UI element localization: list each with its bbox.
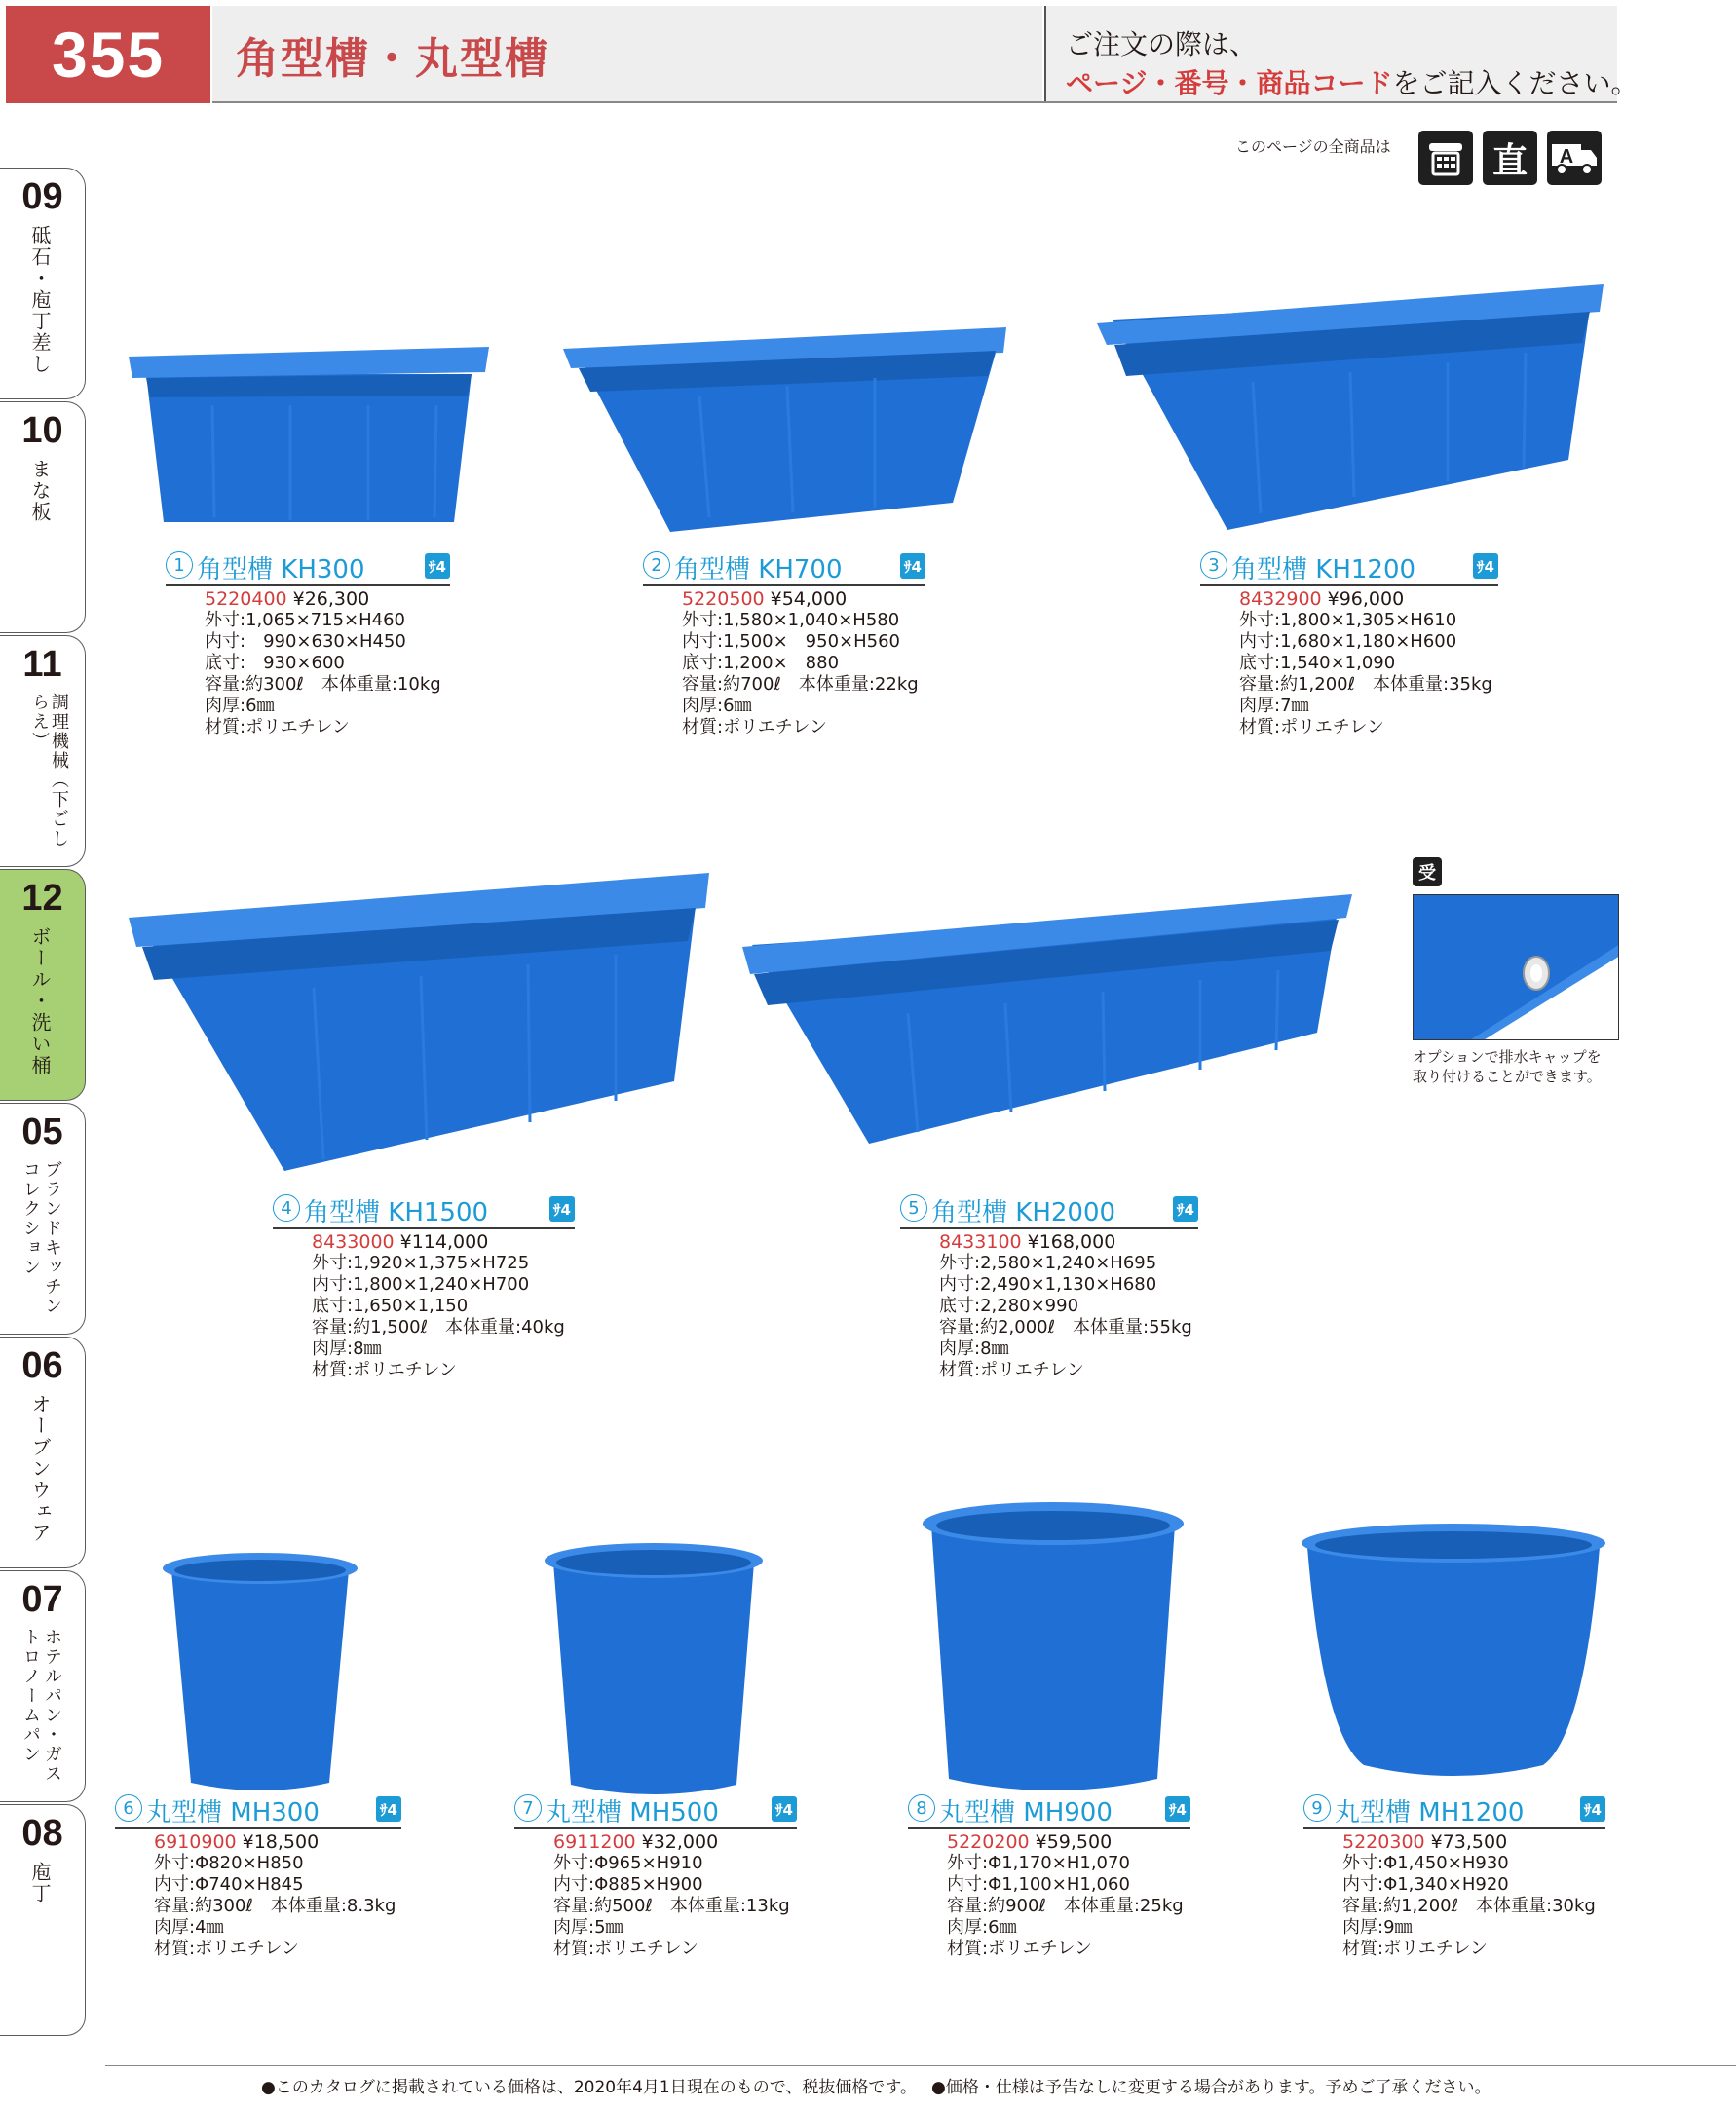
product-photo-mh1200 (1300, 1522, 1607, 1783)
product-number: 9 (1303, 1794, 1331, 1822)
product-number: 5 (900, 1194, 927, 1222)
order-notice-line1: ご注文の際は、 (1066, 28, 1258, 60)
spec-bottom: 底寸:1,200× 880 (682, 653, 840, 673)
spec-outer: 外寸:1,065×715×H460 (205, 610, 406, 630)
spec-capacity: 容量:約900ℓ 本体重量:25kg (947, 1896, 1184, 1916)
product-price: ¥32,000 (641, 1831, 719, 1853)
product-kh1200[interactable] (1200, 549, 1498, 735)
delivery-glyph: A (1559, 146, 1574, 168)
product-code: 5220200 (947, 1831, 1030, 1853)
option-caption-line1: オプションで排水キャップを (1413, 1048, 1602, 1066)
spec-thickness: 肉厚:6㎜ (682, 696, 752, 716)
spec-thickness: 肉厚:6㎜ (205, 696, 275, 716)
spec-inner: 内寸:Φ885×H900 (553, 1874, 703, 1895)
spec-inner: 内寸:1,800×1,240×H700 (312, 1274, 530, 1295)
order-notice-line2 (1066, 62, 1638, 101)
spec-capacity: 容量:約1,500ℓ 本体重量:40kg (312, 1317, 565, 1338)
side-tab-label: 調理機械（下ごしらえ） (29, 693, 69, 848)
order-notice-highlight: ページ・番号・商品コード (1066, 67, 1393, 99)
page-title: 角型槽・丸型槽 (236, 34, 549, 84)
spec-thickness: 肉厚:9㎜ (1342, 1917, 1413, 1938)
product-code: 5220400 (205, 588, 287, 610)
side-tab-number: 12 (21, 878, 63, 919)
spec-thickness: 肉厚:7㎜ (1239, 696, 1309, 716)
spec-outer: 外寸:Φ1,170×H1,070 (947, 1853, 1130, 1873)
spec-material: 材質:ポリエチレン (1342, 1939, 1488, 1959)
side-tab-number: 08 (21, 1813, 63, 1854)
product-code: 6910900 (154, 1831, 237, 1853)
delivery-icon (1547, 131, 1602, 185)
spec-inner: 内寸:1,680×1,180×H600 (1239, 631, 1457, 652)
product-price: ¥54,000 (770, 588, 848, 610)
spec-bottom: 底寸: 930×600 (205, 653, 345, 673)
product-name: 丸型槽 MH1200 (1335, 1798, 1525, 1827)
side-tab-number: 05 (21, 1112, 63, 1152)
spec-thickness: 肉厚:6㎜ (947, 1917, 1017, 1938)
product-name: 角型槽 KH2000 (931, 1198, 1116, 1227)
product-kh2000[interactable] (900, 1192, 1198, 1380)
spec-material: 材質:ポリエチレン (553, 1939, 698, 1959)
spec-capacity: 容量:約1,200ℓ 本体重量:30kg (1342, 1896, 1596, 1916)
side-tab-07[interactable] (0, 1570, 86, 1802)
spec-material: 材質:ポリエチレン (947, 1939, 1092, 1959)
sa-badge: ｻ4 (549, 1196, 575, 1222)
product-name: 角型槽 KH300 (197, 555, 365, 584)
product-price: ¥114,000 (399, 1231, 489, 1253)
page-title-bar (212, 6, 1042, 103)
footer-rule (105, 2065, 1736, 2066)
side-tab-10[interactable] (0, 401, 86, 633)
product-photo-kh300 (125, 327, 493, 532)
footer-price-note: ●このカタログに掲載されている価格は、2020年4月1日現在のもので、税抜価格です。 (261, 2078, 918, 2097)
side-tab-08[interactable] (0, 1804, 86, 2036)
spec-material: 材質:ポリエチレン (1239, 717, 1384, 737)
product-photo-kh700 (563, 318, 1011, 542)
spec-material: 材質:ポリエチレン (682, 717, 827, 737)
spec-capacity: 容量:約300ℓ 本体重量:8.3kg (154, 1896, 396, 1916)
sa-badge: ｻ4 (1580, 1796, 1605, 1822)
product-kh300[interactable] (166, 549, 450, 735)
side-tab-number: 09 (21, 176, 63, 217)
product-price: ¥18,500 (242, 1831, 320, 1853)
product-photo-kh2000 (742, 886, 1356, 1149)
spec-material: 材質:ポリエチレン (154, 1939, 299, 1959)
product-title-row (514, 1792, 797, 1829)
product-code-row (682, 588, 847, 610)
product-price: ¥168,000 (1027, 1231, 1116, 1253)
product-title-row (643, 549, 925, 586)
all-items-label: このページの全商品は (1235, 137, 1391, 156)
product-name: 角型槽 KH700 (674, 555, 843, 584)
product-price: ¥26,300 (292, 588, 370, 610)
product-kh700[interactable] (643, 549, 925, 735)
product-number: 4 (273, 1194, 300, 1222)
spec-bottom: 底寸:2,280×990 (939, 1296, 1079, 1316)
side-tab-label: まな板 (28, 459, 52, 523)
sa-badge: ｻ4 (376, 1796, 401, 1822)
product-photo-kh1500 (129, 867, 713, 1179)
product-code-row (205, 588, 369, 610)
product-title-row (273, 1192, 575, 1229)
product-code: 6911200 (553, 1831, 636, 1853)
side-tab-05[interactable] (0, 1103, 86, 1335)
side-tab-09[interactable] (0, 168, 86, 399)
side-tab-12[interactable] (0, 869, 86, 1101)
product-mh300[interactable] (115, 1792, 401, 1958)
spec-bottom: 底寸:1,650×1,150 (312, 1296, 469, 1316)
sa-badge: ｻ4 (1473, 553, 1498, 579)
side-tab-label: 庖丁 (28, 1862, 52, 1904)
product-price: ¥96,000 (1327, 588, 1405, 610)
spec-inner: 内寸: 990×630×H450 (205, 631, 406, 652)
product-code: 5220500 (682, 588, 765, 610)
header-rule (212, 101, 1617, 103)
product-photo-mh500 (544, 1539, 764, 1802)
spec-outer: 外寸:2,580×1,240×H695 (939, 1253, 1157, 1273)
spec-inner: 内寸:Φ1,340×H920 (1342, 1874, 1509, 1895)
spec-material: 材質:ポリエチレン (939, 1360, 1084, 1380)
product-code-row (1342, 1831, 1507, 1853)
notice-divider (1044, 6, 1046, 103)
product-name: 角型槽 KH1500 (304, 1198, 489, 1227)
product-code-row (312, 1231, 488, 1253)
sa-badge: ｻ4 (425, 553, 450, 579)
product-name: 丸型槽 MH500 (546, 1798, 719, 1827)
product-title-row (900, 1192, 1198, 1229)
side-tab-label: オーブンウェア (28, 1394, 52, 1544)
side-tab-label: 砥石・庖丁差し (28, 225, 52, 375)
product-photo-mh900 (922, 1500, 1185, 1800)
order-notice-rest: をご記入ください。 (1392, 67, 1639, 99)
product-title-row (1200, 549, 1498, 586)
product-title-row (166, 549, 450, 586)
side-tab-number: 11 (22, 644, 62, 685)
product-title-row (1303, 1792, 1605, 1829)
product-code-row (154, 1831, 319, 1853)
spec-thickness: 肉厚:4㎜ (154, 1917, 224, 1938)
direct-icon: 直 (1483, 131, 1537, 185)
product-code-row (939, 1231, 1115, 1253)
spec-thickness: 肉厚:8㎜ (312, 1338, 382, 1359)
spec-capacity: 容量:約500ℓ 本体重量:13kg (553, 1896, 790, 1916)
spec-bottom: 底寸:1,540×1,090 (1239, 653, 1396, 673)
spec-capacity: 容量:約700ℓ 本体重量:22kg (682, 674, 919, 695)
side-tab-label: ボール・洗い桶 (28, 926, 52, 1076)
side-tab-06[interactable] (0, 1337, 86, 1568)
product-kh1500[interactable] (273, 1192, 575, 1380)
product-number: 1 (166, 551, 193, 579)
spec-inner: 内寸:Φ740×H845 (154, 1874, 304, 1895)
product-title-row (115, 1792, 401, 1829)
drain-cap-photo (1413, 894, 1619, 1040)
product-mh900[interactable] (908, 1792, 1190, 1958)
product-name: 丸型槽 MH300 (146, 1798, 320, 1827)
product-name: 角型槽 KH1200 (1231, 555, 1416, 584)
sa-badge: ｻ4 (772, 1796, 797, 1822)
product-price: ¥73,500 (1430, 1831, 1508, 1853)
product-number: 8 (908, 1794, 935, 1822)
spec-capacity: 容量:約1,200ℓ 本体重量:35kg (1239, 674, 1492, 695)
product-code: 5220300 (1342, 1831, 1425, 1853)
spec-thickness: 肉厚:5㎜ (553, 1917, 623, 1938)
side-tab-number: 07 (21, 1579, 63, 1620)
spec-outer: 外寸:1,920×1,375×H725 (312, 1253, 530, 1273)
side-tab-label: ブランドキッチンコレクション (20, 1160, 62, 1316)
order-receive-icon: 受 (1413, 857, 1442, 886)
product-number: 3 (1200, 551, 1227, 579)
spec-outer: 外寸:Φ965×H910 (553, 1853, 703, 1873)
sa-badge: ｻ4 (1173, 1196, 1198, 1222)
spec-material: 材質:ポリエチレン (205, 717, 350, 737)
product-code: 8432900 (1239, 588, 1322, 610)
option-caption-line2: 取り付けることができます。 (1413, 1068, 1602, 1085)
spec-outer: 外寸:Φ820×H850 (154, 1853, 304, 1873)
product-code: 8433000 (312, 1231, 395, 1253)
side-tab-number: 10 (21, 410, 63, 451)
product-code-row (947, 1831, 1112, 1853)
side-tab-11[interactable] (0, 635, 86, 867)
product-number: 7 (514, 1794, 542, 1822)
spec-inner: 内寸:2,490×1,130×H680 (939, 1274, 1157, 1295)
product-photo-mh300 (162, 1549, 359, 1798)
sa-badge: ｻ4 (1165, 1796, 1190, 1822)
spec-capacity: 容量:約2,000ℓ 本体重量:55kg (939, 1317, 1192, 1338)
product-price: ¥59,500 (1035, 1831, 1113, 1853)
spec-outer: 外寸:1,800×1,305×H610 (1239, 610, 1457, 630)
spec-inner: 内寸:Φ1,100×H1,060 (947, 1874, 1130, 1895)
product-mh500[interactable] (514, 1792, 797, 1958)
phone-icon (1418, 131, 1473, 185)
product-title-row (908, 1792, 1190, 1829)
product-code-row (1239, 588, 1404, 610)
footer-change-note: ●価格・仕様は予告なしに変更する場合があります。予めご了承ください。 (931, 2078, 1491, 2097)
product-code: 8433100 (939, 1231, 1022, 1253)
spec-material: 材質:ポリエチレン (312, 1360, 457, 1380)
product-name: 丸型槽 MH900 (939, 1798, 1113, 1827)
product-number: 2 (643, 551, 670, 579)
product-mh1200[interactable] (1303, 1792, 1605, 1958)
page-number: 355 (6, 6, 210, 103)
spec-outer: 外寸:1,580×1,040×H580 (682, 610, 900, 630)
spec-inner: 内寸:1,500× 950×H560 (682, 631, 901, 652)
sa-badge: ｻ4 (900, 553, 925, 579)
spec-outer: 外寸:Φ1,450×H930 (1342, 1853, 1509, 1873)
product-number: 6 (115, 1794, 142, 1822)
spec-capacity: 容量:約300ℓ 本体重量:10kg (205, 674, 441, 695)
side-tab-label: ホテルパン・ガストロノームパン (20, 1628, 62, 1784)
spec-thickness: 肉厚:8㎜ (939, 1338, 1009, 1359)
product-photo-kh1200 (1097, 275, 1607, 538)
product-code-row (553, 1831, 718, 1853)
side-tab-number: 06 (21, 1345, 63, 1386)
